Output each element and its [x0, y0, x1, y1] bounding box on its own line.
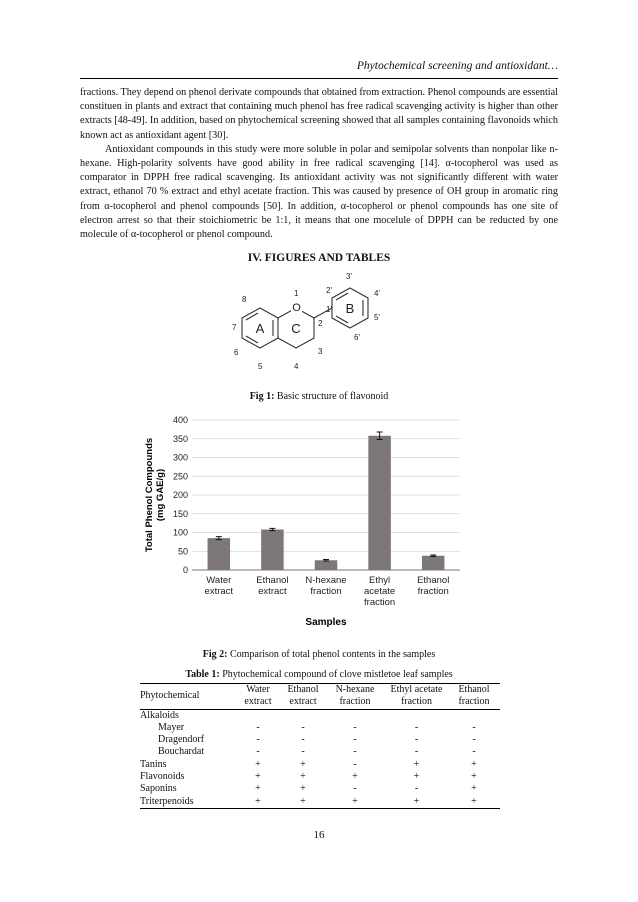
ring-label-b: B	[345, 301, 355, 316]
bar	[368, 436, 391, 570]
header-nhexane-fraction: N-hexane fraction	[335, 684, 375, 708]
figure-1-caption-text: Basic structure of flavonoid	[274, 391, 389, 402]
header-ethyl-acetate-fraction: Ethyl acetate fraction	[390, 684, 443, 708]
y-axis-title	[144, 438, 166, 552]
flavonoid-structure-figure	[228, 266, 408, 378]
body-text	[80, 86, 558, 242]
x-axis-title: Samples	[305, 617, 347, 628]
x-tick-label: Water	[206, 575, 232, 586]
atom-label-5: 5	[258, 362, 263, 371]
bar	[208, 538, 231, 570]
table-row: Saponins + + - - +	[140, 783, 477, 795]
atom-label-8: 8	[242, 295, 247, 304]
y-axis-title-line: (mg GAE/g)	[155, 468, 166, 522]
x-tick-label: Ethyl	[369, 575, 391, 586]
y-axis-title-line: Total Phenol Compounds	[144, 437, 155, 553]
bar	[261, 530, 284, 571]
header-rule	[80, 78, 558, 79]
y-tick-label: 150	[172, 508, 188, 519]
running-head: Phytochemical screening and antioxidant…	[356, 60, 558, 72]
atom-label-4: 4	[294, 362, 299, 371]
header-phytochemical: Phytochemical	[140, 690, 200, 702]
total-phenol-bar-chart	[140, 412, 470, 630]
atom-label-1prime: 1'	[326, 305, 332, 314]
bar	[422, 556, 445, 570]
table-row: Alkaloids	[140, 709, 179, 721]
y-tick-label: 300	[172, 452, 188, 463]
y-tick-label: 350	[172, 433, 188, 444]
x-tick-label: fraction	[310, 586, 342, 597]
oxygen-atom: O	[292, 302, 301, 314]
table-1-title	[0, 669, 638, 680]
figure-2-caption-label: Fig 2:	[202, 649, 228, 660]
section-heading: IV. FIGURES AND TABLES	[247, 252, 391, 264]
y-tick-label: 100	[172, 527, 188, 538]
y-tick-label: 250	[172, 471, 188, 482]
header-ethanol-extract: Ethanol extract	[287, 684, 319, 708]
figure-2-caption	[0, 649, 638, 660]
ring-label-c: C	[291, 321, 301, 336]
x-tick-label: N-hexane	[305, 575, 347, 586]
table-row: Tanins + + - + +	[140, 758, 477, 770]
atom-label-3prime: 3'	[346, 272, 352, 281]
atom-label-4prime: 4'	[374, 289, 380, 298]
y-tick-label: 400	[172, 415, 188, 425]
x-tick-label: extract	[258, 586, 287, 597]
x-tick-label: extract	[204, 586, 234, 597]
y-tick-label: 0	[182, 565, 188, 575]
figure-2-caption-text: Comparison of total phenol contents in the samples	[227, 649, 436, 660]
table-row: Flavonoids + + + + +	[140, 771, 477, 783]
figure-1-caption	[0, 391, 638, 402]
table-1-title-label: Table 1:	[185, 669, 220, 680]
x-tick-label: Ethanol	[256, 575, 289, 586]
atom-label-6: 6	[234, 348, 239, 357]
atom-label-2prime: 2'	[326, 286, 332, 295]
paragraph-1: fractions. They depend on phenol derivate compounds that obtained from extraction. Phenol compounds are essential constituen in plants and extract that containing much phenol has free radical scavenging activity is higher than other extracts [48-49]. In addition, based on phytochemical screening showed that all samples containing flavonoids which known act as antioxidant agent [30].	[80, 87, 558, 141]
table-row: Dragendorf - - - - -	[158, 734, 476, 746]
atom-label-2: 2	[318, 319, 323, 328]
header-water-extract: Water extract	[244, 684, 272, 708]
figure-1-caption-label: Fig 1:	[249, 391, 275, 402]
paragraph-2: Antioxidant compounds in this study were more soluble in polar and semipolar solvents than nonpolar like n-hexane. High-polarity solvents have good ability in free radical scavenging [14]. α-tocopherol was used as comparator in DPPH free radical scavenging. Its antioxidant activity was not significantly different with water extract, ethanol 70 % extract and ethyl acetate fraction. This was caused by presence of OH group in aromatic ring from α-tocopherol and phenol compounds [50]. In addition, α-tocopherol or phenol compounds has one site of electron arrest so that their stoichiometric be 1:1, it means that one mocelule of DPPH can be reducted by one molecule of α-tocopherol or phenol compound.	[80, 143, 558, 241]
x-tick-label: acetate	[364, 586, 396, 597]
x-tick-label: fraction	[364, 597, 396, 608]
y-tick-label: 50	[177, 546, 188, 557]
page-number: 16	[313, 829, 325, 841]
y-tick-label: 200	[172, 490, 188, 500]
atom-label-7: 7	[232, 323, 237, 332]
atom-label-6prime: 6'	[354, 333, 360, 342]
table-row: Bouchardat - - - - -	[158, 746, 476, 758]
x-tick-label: Ethanol	[417, 575, 450, 586]
table-1-title-text: Phytochemical compound of clove mistletoe leaf samples	[219, 669, 453, 680]
atom-label-3: 3	[318, 347, 323, 356]
atom-label-5prime: 5'	[374, 313, 380, 322]
phytochemical-table	[140, 683, 500, 809]
bar	[315, 560, 338, 570]
table-header-row	[140, 684, 500, 710]
ring-label-a: A	[255, 321, 265, 336]
table-row: Triterpenoids + + + + +	[140, 796, 500, 809]
x-tick-label: fraction	[417, 586, 449, 597]
header-ethanol-fraction: Ethanol fraction	[458, 684, 490, 708]
table-row: Mayer - - - - -	[158, 721, 476, 733]
atom-label-1: 1	[294, 289, 299, 298]
